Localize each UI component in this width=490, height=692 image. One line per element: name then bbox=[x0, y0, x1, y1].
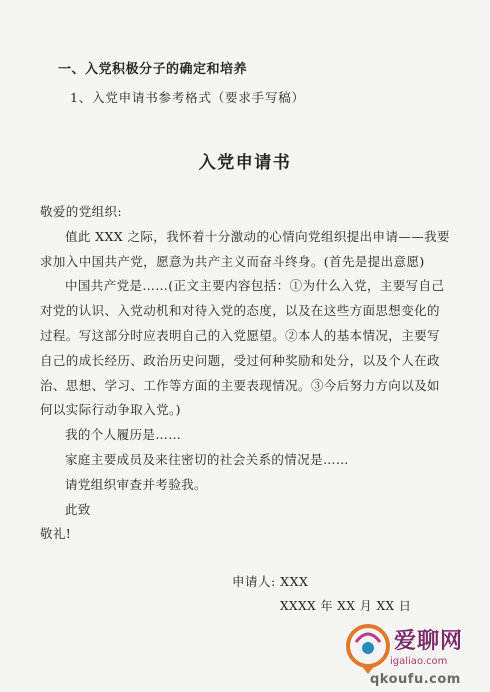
paragraph-resume: 我的个人履历是…… bbox=[65, 427, 182, 443]
application-date: XXXX 年 XX 月 XX 日 bbox=[280, 599, 412, 613]
closing-jingli: 敬礼! bbox=[40, 526, 72, 542]
paragraph-intro: 值此 XXX 之际，我怀着十分激动的心情向党组织提出申请——我要求加入中国共产党，愿意为共产主义而奋斗终身。(首先是提出意愿) bbox=[40, 228, 450, 269]
watermark bbox=[330, 612, 490, 692]
salutation: 敬爱的党组织: bbox=[40, 204, 123, 219]
watermark-url-secondary: qkoufu.com bbox=[370, 672, 461, 687]
paragraph-request: 请党组织审查并考验我。 bbox=[65, 476, 207, 492]
subheading: 1、入党申请书参考格式（要求手写稿） bbox=[70, 90, 305, 105]
closing-zhici: 此致 bbox=[65, 501, 91, 517]
letter-body bbox=[40, 200, 450, 547]
watermark-url: igaliao.com bbox=[390, 656, 448, 667]
section-heading: 一、入党积极分子的确定和培养 bbox=[58, 62, 248, 77]
paragraph-main: 中国共产党是……(正文主要内容包括：①为什么入党，主要写自己对党的认识、入党动机和对待入党的态度，以及在这些方面思想变化的过程。写这部分时应表明自己的入党愿望。②本人的基本情况，主要写自己的成长经历、政治历史问题，受过何种奖励和处分，以及个人在政治、思想、学习、工作等方面的主要表现情况。③今后努力方向以及如何以实际行动争取入党。) bbox=[40, 278, 445, 418]
applicant-signature: 申请人: XXX bbox=[232, 574, 309, 589]
watermark-name: 爱聊网 bbox=[394, 629, 464, 654]
paragraph-family: 家庭主要成员及来往密切的社会关系的情况是…… bbox=[65, 451, 349, 467]
document-title: 入党申请书 bbox=[198, 153, 292, 173]
